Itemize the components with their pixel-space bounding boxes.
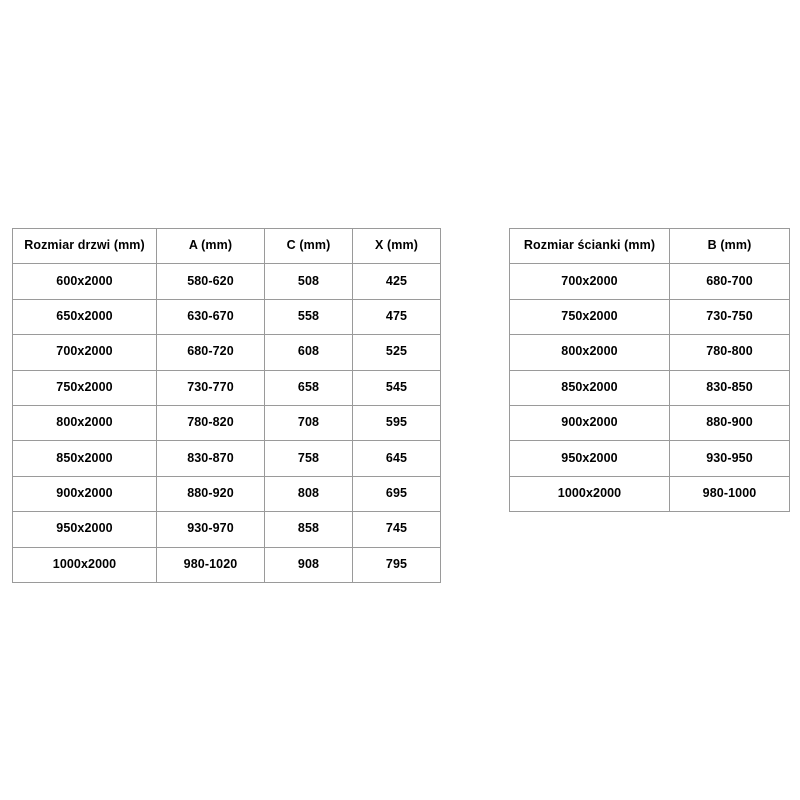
- column-header-wall-size: Rozmiar ścianki (mm): [510, 229, 670, 264]
- walls-size-table-container: [509, 228, 790, 512]
- cell-b: 830-850: [670, 370, 790, 405]
- cell-a: 980-1020: [157, 547, 265, 582]
- cell-c: 558: [265, 299, 353, 334]
- cell-c: 658: [265, 370, 353, 405]
- cell-b: 780-800: [670, 335, 790, 370]
- column-header-a: A (mm): [157, 229, 265, 264]
- table-row: [510, 370, 790, 405]
- column-header-b: B (mm): [670, 229, 790, 264]
- cell-x: 595: [353, 405, 441, 440]
- cell-x: 425: [353, 264, 441, 299]
- cell-door-size: 950x2000: [13, 512, 157, 547]
- cell-wall-size: 750x2000: [510, 299, 670, 334]
- cell-c: 808: [265, 476, 353, 511]
- doors-size-table-container: [12, 228, 441, 583]
- cell-x: 745: [353, 512, 441, 547]
- walls-size-table: [509, 228, 790, 512]
- table-row: [510, 264, 790, 299]
- cell-b: 930-950: [670, 441, 790, 476]
- doors-size-table: [12, 228, 441, 583]
- cell-x: 795: [353, 547, 441, 582]
- cell-b: 680-700: [670, 264, 790, 299]
- cell-b: 980-1000: [670, 476, 790, 511]
- cell-wall-size: 950x2000: [510, 441, 670, 476]
- cell-door-size: 900x2000: [13, 476, 157, 511]
- table-row: [510, 441, 790, 476]
- cell-wall-size: 800x2000: [510, 335, 670, 370]
- cell-door-size: 800x2000: [13, 405, 157, 440]
- cell-c: 758: [265, 441, 353, 476]
- cell-door-size: 850x2000: [13, 441, 157, 476]
- table-row: [13, 405, 441, 440]
- cell-door-size: 750x2000: [13, 370, 157, 405]
- table-row: [510, 335, 790, 370]
- cell-a: 880-920: [157, 476, 265, 511]
- table-header-row: [510, 229, 790, 264]
- table-row: [13, 441, 441, 476]
- table-row: [510, 405, 790, 440]
- cell-door-size: 700x2000: [13, 335, 157, 370]
- cell-door-size: 1000x2000: [13, 547, 157, 582]
- column-header-x: X (mm): [353, 229, 441, 264]
- cell-a: 580-620: [157, 264, 265, 299]
- table-header-row: [13, 229, 441, 264]
- cell-c: 708: [265, 405, 353, 440]
- cell-wall-size: 700x2000: [510, 264, 670, 299]
- column-header-door-size: Rozmiar drzwi (mm): [13, 229, 157, 264]
- cell-x: 695: [353, 476, 441, 511]
- cell-wall-size: 900x2000: [510, 405, 670, 440]
- table-row: [510, 476, 790, 511]
- column-header-c: C (mm): [265, 229, 353, 264]
- table-row: [13, 299, 441, 334]
- cell-a: 780-820: [157, 405, 265, 440]
- cell-a: 630-670: [157, 299, 265, 334]
- cell-door-size: 600x2000: [13, 264, 157, 299]
- cell-a: 680-720: [157, 335, 265, 370]
- cell-x: 525: [353, 335, 441, 370]
- cell-a: 730-770: [157, 370, 265, 405]
- cell-b: 880-900: [670, 405, 790, 440]
- cell-a: 830-870: [157, 441, 265, 476]
- cell-wall-size: 1000x2000: [510, 476, 670, 511]
- cell-x: 475: [353, 299, 441, 334]
- cell-c: 858: [265, 512, 353, 547]
- table-row: [13, 476, 441, 511]
- cell-wall-size: 850x2000: [510, 370, 670, 405]
- table-row: [13, 264, 441, 299]
- table-row: [13, 512, 441, 547]
- table-row: [13, 335, 441, 370]
- table-row: [510, 299, 790, 334]
- cell-c: 908: [265, 547, 353, 582]
- cell-door-size: 650x2000: [13, 299, 157, 334]
- cell-x: 545: [353, 370, 441, 405]
- table-row: [13, 547, 441, 582]
- cell-c: 608: [265, 335, 353, 370]
- cell-a: 930-970: [157, 512, 265, 547]
- cell-c: 508: [265, 264, 353, 299]
- cell-b: 730-750: [670, 299, 790, 334]
- cell-x: 645: [353, 441, 441, 476]
- table-row: [13, 370, 441, 405]
